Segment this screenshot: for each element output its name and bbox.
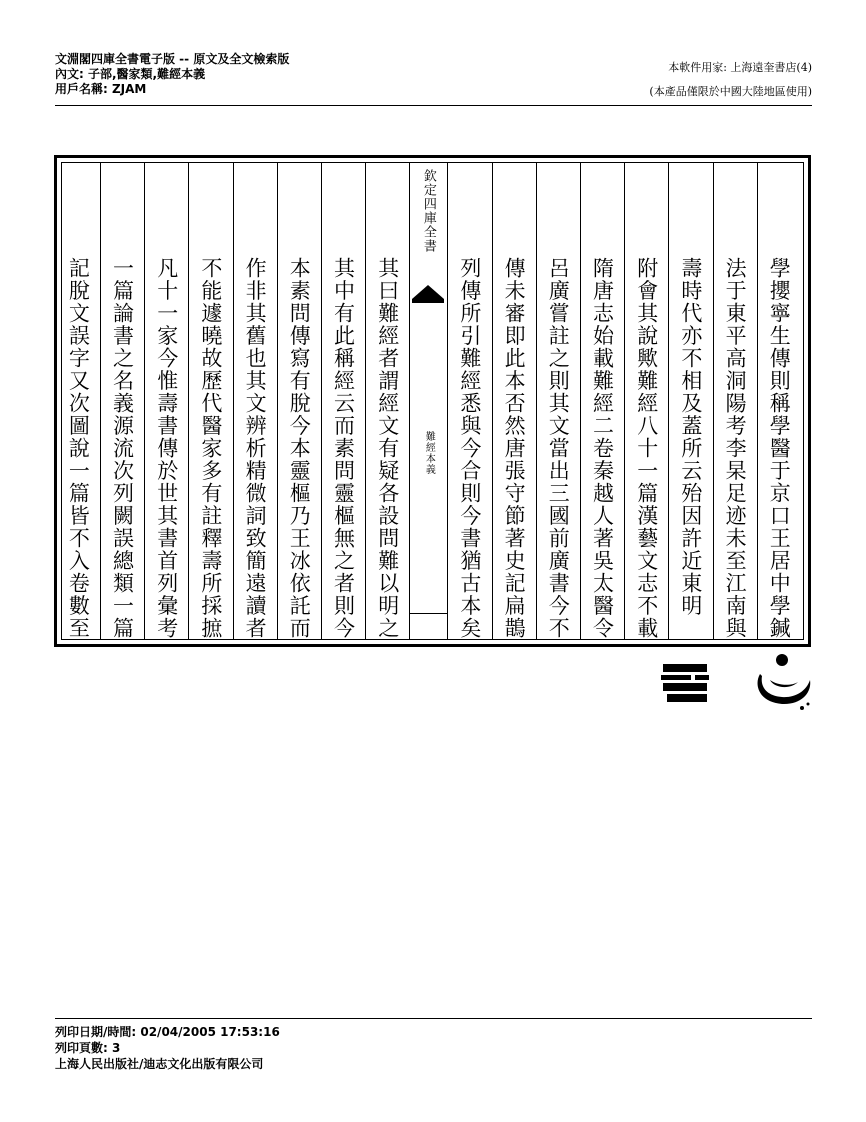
page-inner-border [61, 162, 804, 640]
column-rule [365, 163, 366, 639]
text-column-left-2 [321, 257, 365, 647]
column-text: 傳未審即此本否然唐張守節著史記扁鵲 [502, 257, 527, 640]
text-column-left-7 [100, 257, 144, 647]
column-text: 壽時代亦不相及蓋所云殆因許近東明 [678, 257, 703, 617]
text-column-right-1 [757, 257, 801, 647]
text-column-left-4 [233, 257, 277, 647]
text-column-left-5 [188, 257, 232, 647]
column-text: 其中有此稱經云而素問靈樞無之者則今 [331, 257, 356, 640]
print-datetime: 列印日期/時間: 02/04/2005 17:53:16 [55, 1025, 280, 1039]
text-column-right-2 [713, 257, 757, 647]
text-column-right-5 [580, 257, 624, 647]
book-title: 難經本義 [423, 431, 435, 475]
column-rule [233, 163, 234, 639]
column-rule [409, 163, 410, 639]
content-section: 內文: 子部,醫家類,難經本義 [55, 67, 206, 81]
column-rule [188, 163, 189, 639]
text-column-left-1 [365, 257, 409, 647]
column-text: 其曰難經者謂經文有疑各設問難以明之 [375, 257, 400, 640]
column-text: 法于東平高洞陽考李杲足迹未至江南與 [723, 257, 748, 640]
column-text: 列傳所引難經悉與今合則今書猶古本矣 [457, 257, 482, 640]
document-header [55, 52, 289, 97]
column-rule [757, 163, 758, 639]
column-rule [492, 163, 493, 639]
edition-title: 文淵閣四庫全書電子版 -- 原文及全文檢索版 [55, 52, 290, 66]
column-text: 一篇論書之名義源流次列闕誤總類一篇 [110, 257, 135, 640]
text-column-left-6 [144, 257, 188, 647]
text-column-left-8 [56, 257, 100, 647]
column-rule [144, 163, 145, 639]
column-text: 不能遽曉故歷代醫家多有註釋壽所採摭 [198, 257, 223, 640]
column-text: 凡十一家今惟壽書傳於世其書首列彙考 [154, 257, 179, 640]
series-title: 欽定四庫全書 [420, 169, 436, 253]
text-column-right-6 [536, 257, 580, 647]
column-rule [447, 163, 448, 639]
text-column-right-8 [447, 257, 491, 647]
column-rule [321, 163, 322, 639]
publisher-logo-icon [661, 660, 711, 705]
column-text: 學攖寧生傳則稱學醫于京口王居中學鍼 [767, 257, 792, 640]
text-column-right-3 [668, 257, 712, 647]
column-rule [580, 163, 581, 639]
licensee: 本軟件用家: 上海遠奎書店(4) [668, 61, 812, 74]
column-text: 記脫文誤字又次圖說一篇皆不入卷數至 [66, 257, 91, 640]
publisher-credit: 上海人民出版社/迪志文化出版有限公司 [55, 1057, 264, 1071]
fold-rule [409, 613, 447, 614]
footer-divider [55, 1018, 812, 1019]
column-rule [536, 163, 537, 639]
center-fold [409, 163, 447, 639]
column-rule [624, 163, 625, 639]
column-rule [668, 163, 669, 639]
column-text: 附會其說歟難經八十一篇漢藝文志不載 [634, 257, 659, 640]
column-rule [713, 163, 714, 639]
developer-logo-icon [752, 652, 814, 712]
text-column-right-7 [492, 257, 536, 647]
user-name: 用戶名稱: ZJAM [55, 82, 147, 96]
column-text: 隋唐志始載難經二卷秦越人著吳太醫令 [590, 257, 615, 640]
fish-tail-bar [412, 299, 444, 303]
fish-tail-mark-icon [412, 285, 444, 299]
document-footer [55, 1024, 280, 1072]
print-page-count: 列印頁數: 3 [55, 1041, 121, 1055]
column-rule [100, 163, 101, 639]
license-info [649, 56, 812, 104]
column-text: 呂廣嘗註之則其文當出三國前廣書今不 [546, 257, 571, 640]
page-frame [54, 155, 811, 647]
region-notice: (本產品僅限於中國大陸地區使用) [649, 85, 812, 98]
column-rule [277, 163, 278, 639]
column-text: 作非其舊也其文辨析精微詞致簡遠讀者 [243, 257, 268, 640]
header-divider [55, 105, 812, 106]
text-column-right-4 [624, 257, 668, 647]
column-text: 本素問傳寫有脫今本靈樞乃王冰依託而 [287, 257, 312, 640]
text-column-left-3 [277, 257, 321, 647]
